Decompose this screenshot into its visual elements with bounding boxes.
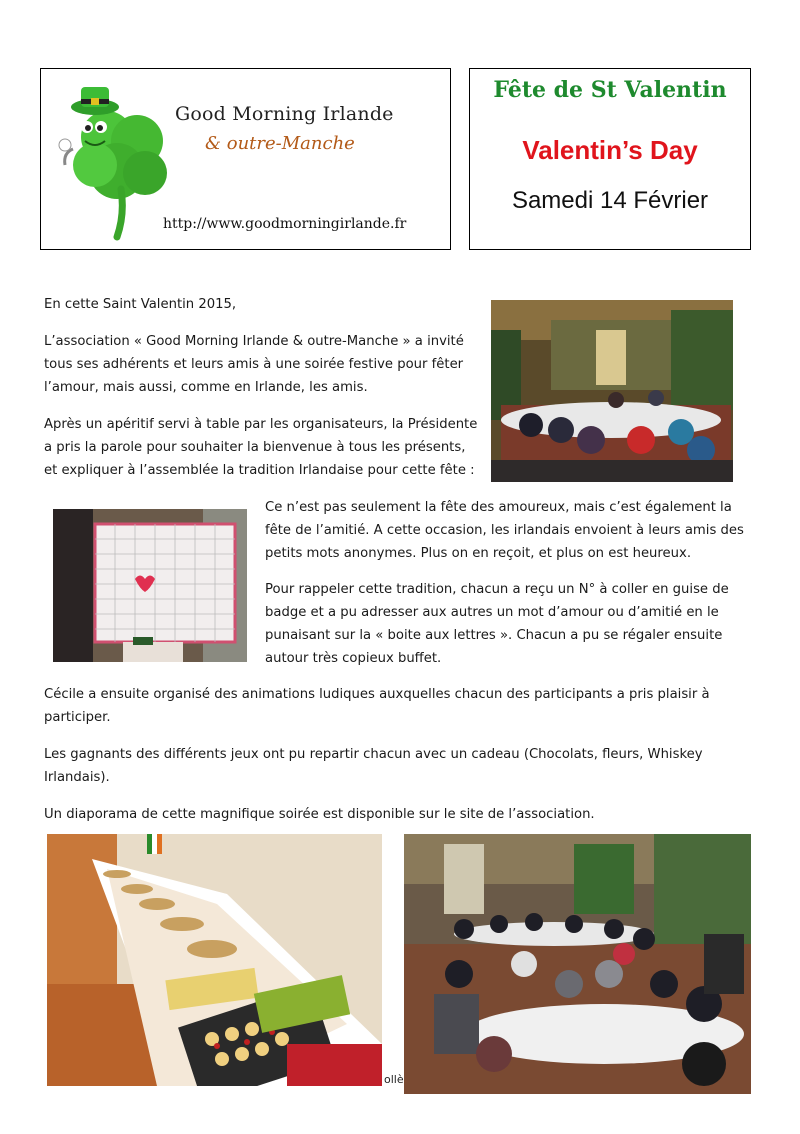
text-line: Les gagnants des différents jeux ont pu repartir chacun avec un cadeau (Chocolats, fleurs, Whiskey (44, 747, 703, 762)
text-line: badge et a pu adresser aux autres un mot d’amour ou d’amitié en le (265, 605, 719, 620)
event-title-fr: Fête de St Valentin (493, 77, 727, 103)
event-title-en: Valentin’s Day (522, 135, 698, 165)
paragraph-intro: En cette Saint Valentin 2015, (44, 297, 237, 312)
text-line: punaisant sur la « boite aux lettres ». Chacun a pu se régaler ensuite (265, 628, 723, 643)
photo-buffet (47, 834, 382, 1086)
photo-dining-room (491, 300, 733, 482)
logo-title: Good Morning Irlande (175, 103, 394, 125)
text-line: Ce n’est pas seulement la fête des amoureux, mais c’est également la (265, 500, 732, 515)
shamrock-logo (55, 79, 180, 249)
text-line: l’amour, mais aussi, comme en Irlande, les amis. (44, 380, 368, 395)
text-line: L’association « Good Morning Irlande & outre-Manche » a invité (44, 334, 464, 349)
stray-caption: ollè (384, 1073, 404, 1086)
photo-hall-guests (404, 834, 751, 1094)
text-line: Après un apéritif servi à table par les organisateurs, la Présidente (44, 417, 478, 432)
logo-box (40, 68, 451, 250)
text-line: autour très copieux buffet. (265, 651, 442, 666)
text-line: Irlandais). (44, 770, 110, 785)
photo-letter-board (53, 509, 247, 662)
event-date: Samedi 14 Février (511, 187, 709, 214)
text-line: Cécile a ensuite organisé des animations ludiques auxquelles chacun des participants a pris plaisir à (44, 687, 710, 702)
event-title-box (469, 68, 751, 250)
paragraph-slideshow: Un diaporama de cette magnifique soirée est disponible sur le site de l’association. (44, 807, 595, 822)
text-line: tous ses adhérents et leurs amis à une soirée festive pour fêter (44, 357, 464, 372)
text-line: petits mots anonymes. Plus on en reçoit, et plus on est heureux. (265, 546, 692, 561)
text-line: fête de l’amitié. A cette occasion, les irlandais envoient à leurs amis des (265, 523, 744, 538)
text-line: a pris la parole pour souhaiter la bienvenue à tous les présents, (44, 440, 466, 455)
logo-url-link[interactable]: http://www.goodmorningirlande.fr (163, 216, 407, 232)
text-line: Pour rappeler cette tradition, chacun a reçu un N° à coller en guise de (265, 582, 729, 597)
text-line: participer. (44, 710, 111, 725)
logo-subtitle: & outre-Manche (205, 133, 355, 154)
text-line: et expliquer à l’assemblée la tradition Irlandaise pour cette fête : (44, 463, 475, 478)
